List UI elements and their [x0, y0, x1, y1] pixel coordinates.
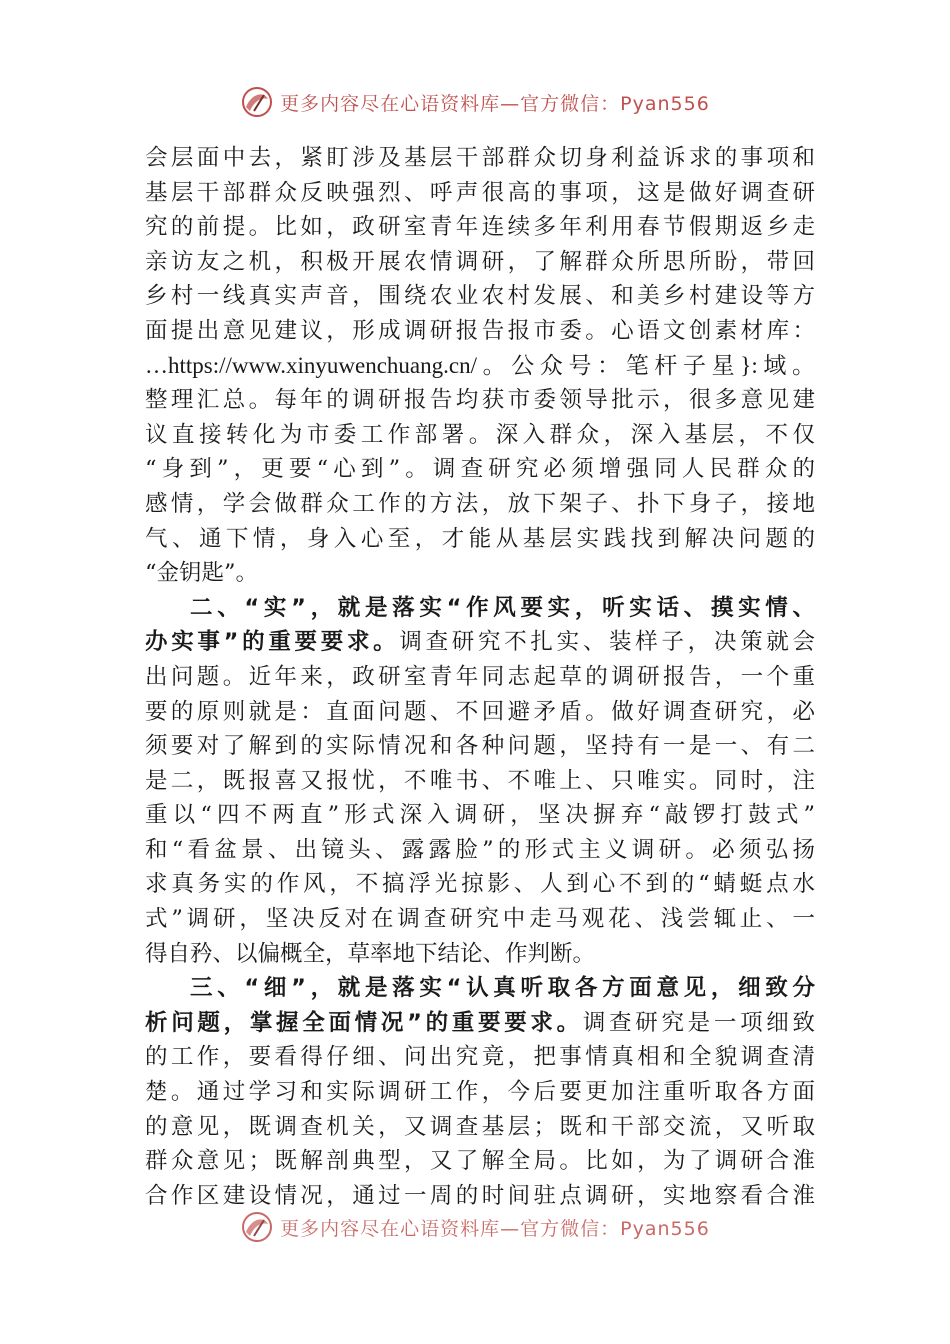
text-line: 式”调研，坚决反对在调查研究中走马观花、浅尝辄止、一 [145, 906, 815, 933]
text-line: 合作区建设情况，通过一周的时间驻点调研，实地察看合淮 [145, 1182, 815, 1209]
text-line: 求真务实的作风，不搞浮光掠影、人到心不到的“蜻蜓点水 [145, 871, 815, 898]
text-line: 的意见，既调查机关，又调查基层；既和干部交流，又听取 [145, 1113, 815, 1140]
section-heading-3-end: 析问题，掌握全面情况”的重要要求。 [145, 1009, 583, 1036]
section-heading-2: 二、“实”，就是落实“作风要实，听实话、摸实情、 [190, 594, 815, 621]
text-line: 气、通下情，身入心至，才能从基层实践找到解决问题的 [145, 525, 815, 552]
text-line: “金钥匙”。 [145, 560, 259, 587]
text-line: 乡村一线真实声音，围绕农业农村发展、和美乡村建设等方 [145, 283, 815, 310]
watermark-logo-icon [240, 85, 274, 119]
text-line: 的工作，要看得仔细、问出究竟，把事情真相和全貌调查清 [145, 1044, 815, 1071]
document-body [145, 141, 815, 1213]
text-line: 究的前提。比如，政研室青年连续多年利用春节假期返乡走 [145, 214, 815, 241]
text-line: 出问题。近年来，政研室青年同志起草的调研报告，一个重 [145, 663, 815, 690]
text-line: 亲访友之机，积极开展农情调研，了解群众所思所盼，带回 [145, 248, 815, 275]
watermark-logo-icon [240, 1210, 274, 1244]
text-line: 面提出意见建议，形成调研报告报市委。心语文创素材库： [145, 317, 815, 344]
text-line: 基层干部群众反映强烈、呼声很高的事项，这是做好调查研 [145, 179, 815, 206]
text-line: 要的原则就是：直面问题、不回避矛盾。做好调查研究，必 [145, 698, 815, 725]
text-line: 得自矜、以偏概全，草率地下结论、作判断。 [145, 940, 596, 967]
text-line: 议直接转化为市委工作部署。深入群众，深入基层，不仅 [145, 421, 815, 448]
watermark-text: 更多内容尽在心语资料库—官方微信：Pyan556 [280, 92, 710, 115]
text-line-url: …https://www.xinyuwenchuang.cn/。公众号：笔杆子星}:域。 [145, 352, 815, 378]
section-heading-2-end: 办实事”的重要要求。 [145, 629, 400, 656]
text-line: 感情，学会做群众工作的方法，放下架子、扑下身子，接地 [145, 490, 815, 517]
text-line [145, 625, 815, 660]
text-line: 重以“四不两直”形式深入调研，坚决摒弃“敲锣打鼓式” [145, 802, 815, 829]
text-segment: 调查研究是一项细致 [582, 1009, 815, 1036]
text-line: 楚。通过学习和实际调研工作，今后要更加注重听取各方面 [145, 1079, 815, 1106]
text-line: 是二，既报喜又报忧，不唯书、不唯上、只唯实。同时，注 [145, 767, 815, 794]
text-segment: 调查研究不扎实、装样子，决策就会 [399, 629, 815, 656]
text-line [145, 1006, 815, 1041]
text-line: 须要对了解到的实际情况和各种问题，坚持有一是一、有二 [145, 733, 815, 760]
watermark-text: 更多内容尽在心语资料库—官方微信：Pyan556 [280, 1217, 710, 1240]
text-line: 群众意见；既解剖典型，又了解全局。比如，为了调研合淮 [145, 1148, 815, 1175]
text-line: 会层面中去，紧盯涉及基层干部群众切身利益诉求的事项和 [145, 145, 815, 171]
watermark-banner-top [0, 82, 950, 122]
watermark-banner-bottom [0, 1207, 950, 1247]
text-line: 和“看盆景、出镜头、露露脸”的形式主义调研。必须弘扬 [145, 836, 815, 863]
text-line: “身到”，更要“心到”。调查研究必须增强同人民群众的 [145, 456, 815, 483]
text-line: 整理汇总。每年的调研报告均获市委领导批示，很多意见建 [145, 387, 815, 414]
section-heading-3: 三、“细”，就是落实“认真听取各方面意见，细致分 [190, 975, 815, 1002]
